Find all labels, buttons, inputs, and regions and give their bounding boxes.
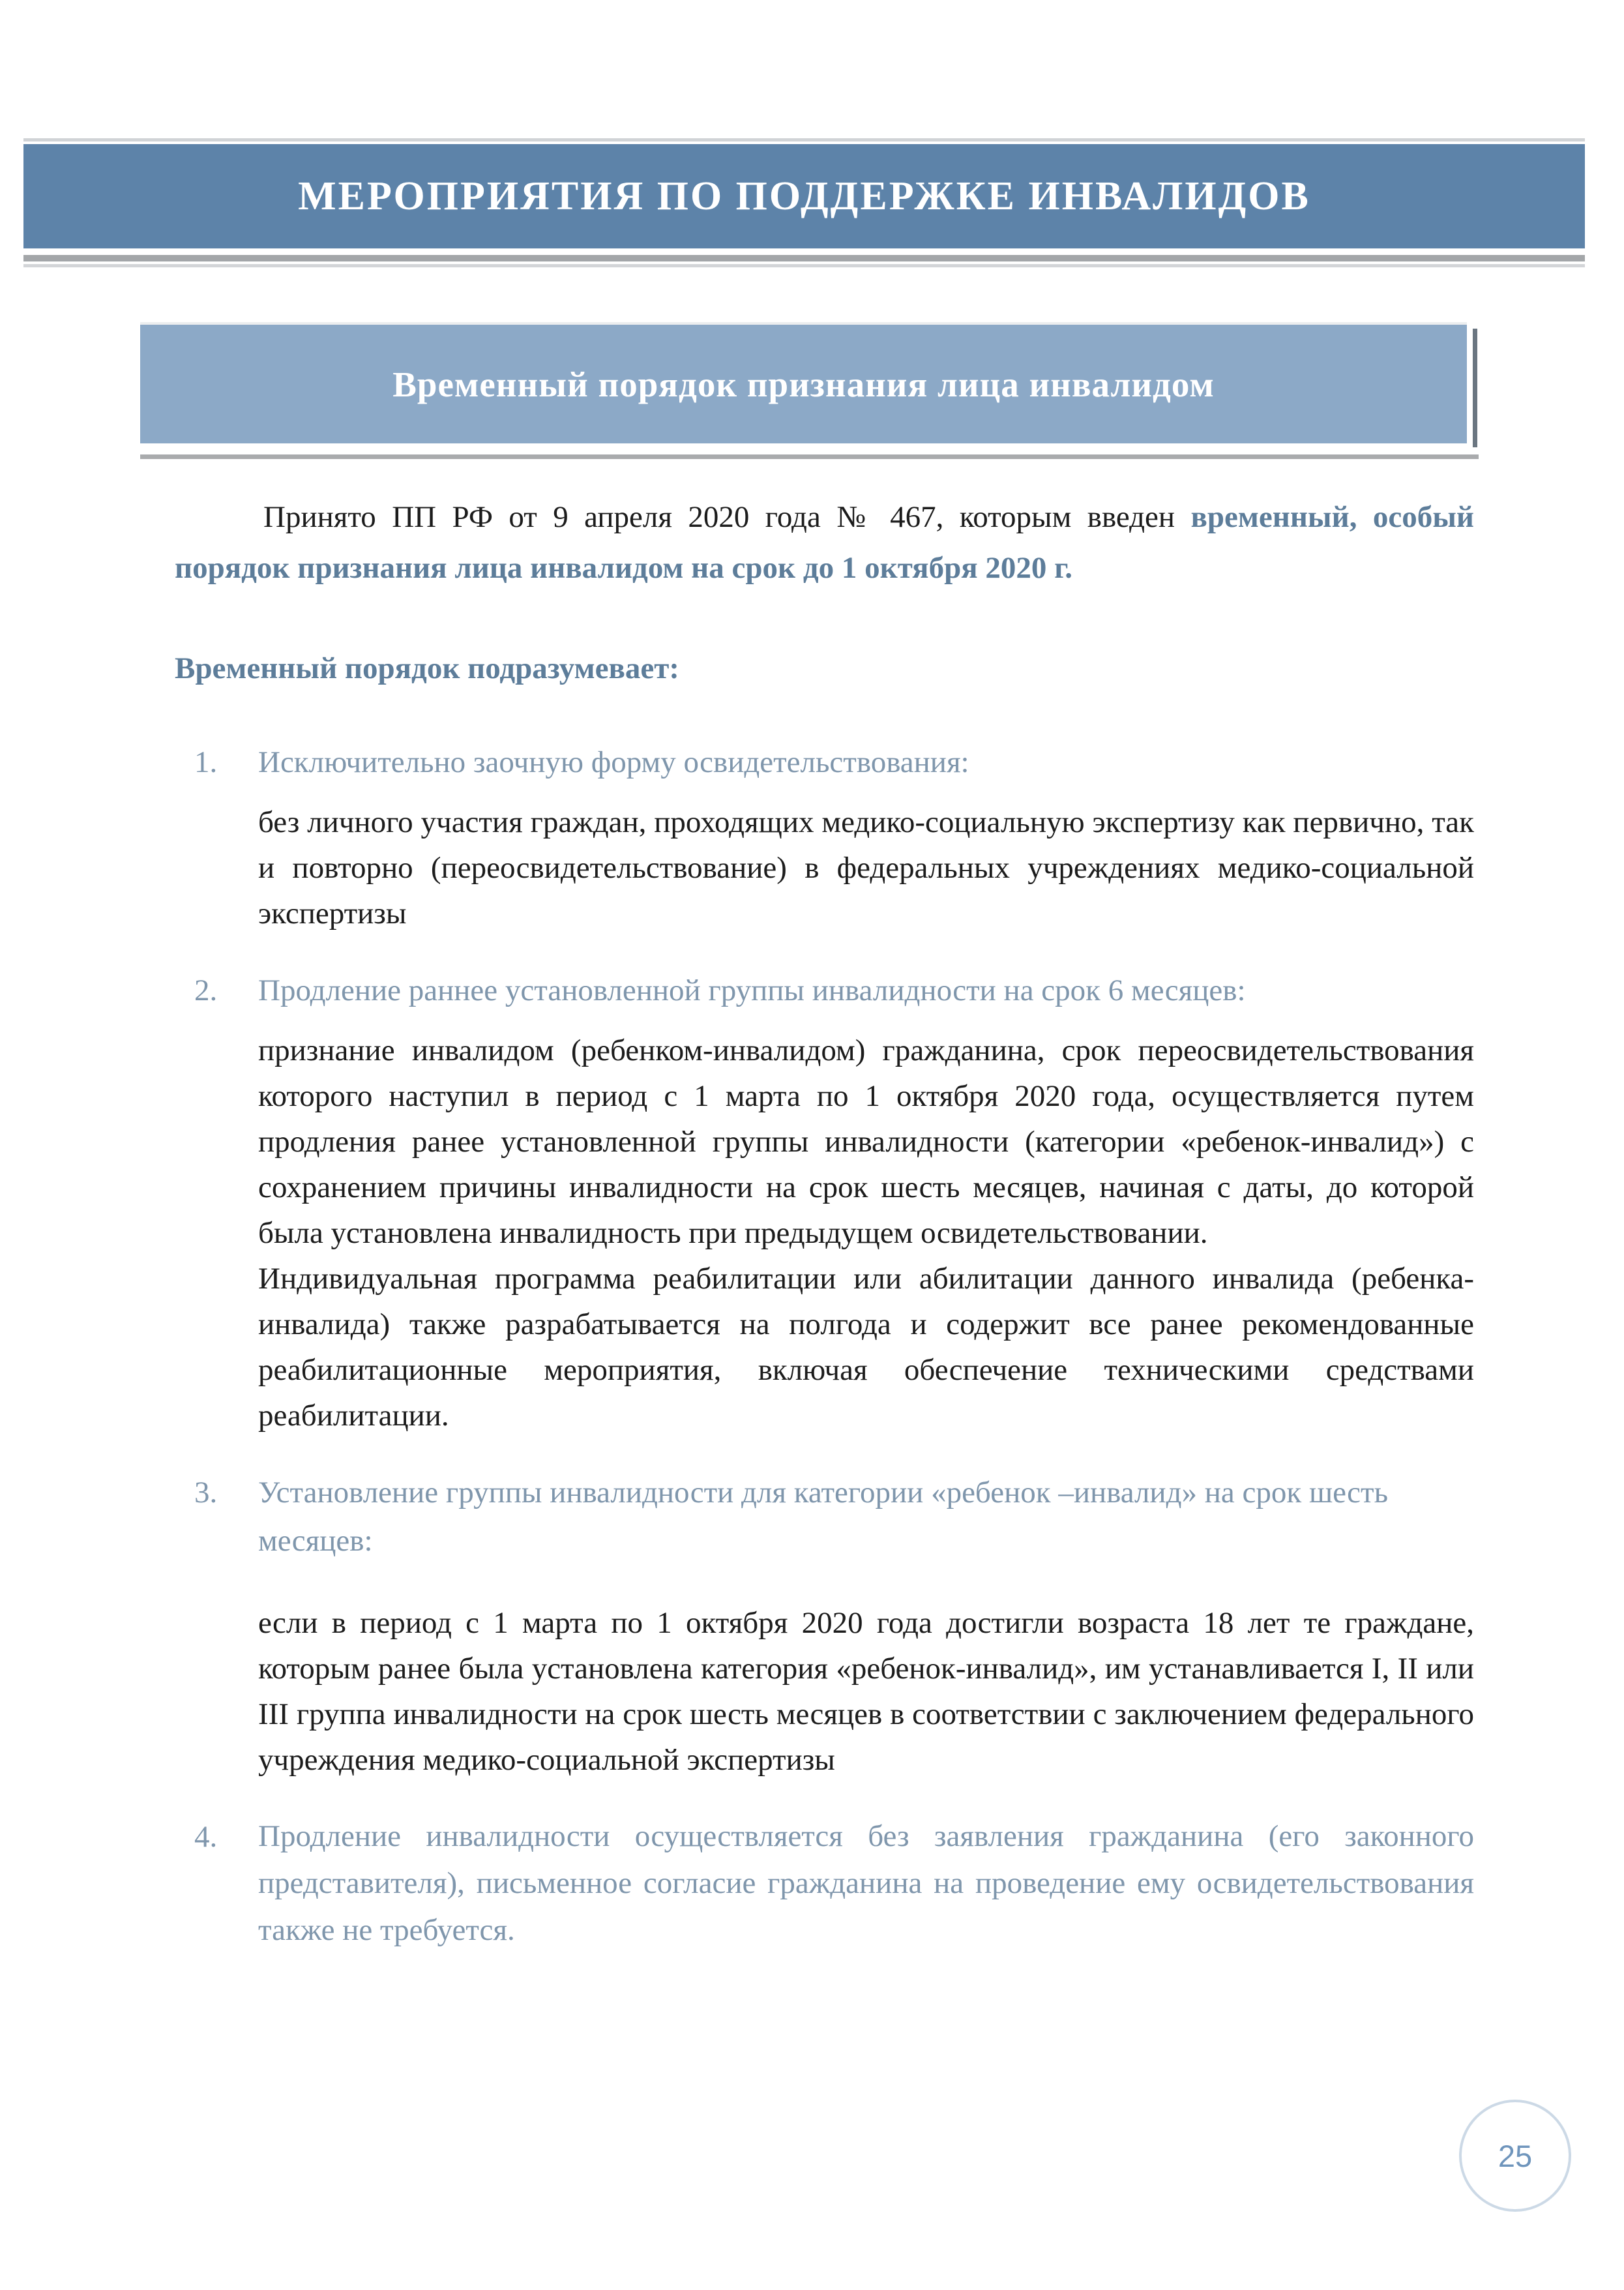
section-heading: Временный порядок подразумевает: [175, 651, 679, 685]
document-body [175, 492, 1474, 1954]
list-item [175, 966, 1474, 1438]
intro-paragraph [175, 492, 1474, 593]
page-subtitle: Временный порядок признания лица инвалидом [392, 364, 1215, 404]
numbered-list [175, 738, 1474, 1954]
list-item-paragraph: без личного участия граждан, проходящих медико-социальную экспертизу как первично, так и повторно (переосвидетельствование) в федеральных учреждениях медико-социальной экспертизы [258, 805, 1474, 930]
separator-rule [23, 255, 1585, 261]
list-item-heading: Исключительно заочную форму освидетельствования: [258, 745, 969, 779]
page-title: МЕРОПРИЯТИЯ ПО ПОДДЕРЖКЕ ИНВАЛИДОВ [298, 173, 1310, 218]
list-item [175, 1468, 1474, 1783]
list-item-paragraph: признание инвалидом (ребенком-инвалидом) гражданина, срок переосвидетельствования которого наступил в период с 1 марта по 1 октября 2020 года, осуществляется путем продления ранее установленной группы инвалидности (категории «ребенок-инвалид») с сохранением причины инвалидности на срок шесть месяцев, начиная с даты, до которой была установлена инвалидность при предыдущем освидетельствовании. [258, 1033, 1474, 1250]
list-item-body [258, 1028, 1474, 1438]
intro-accent-text: временный, особый порядок признания лица инвалидом на срок до 1 октября 2020 г. [175, 500, 1474, 585]
list-item-heading: Продление инвалидности осуществляется без заявления гражданина (его законного представителя), письменное согласие гражданина на проведение ему освидетельствования также не требуется. [258, 1819, 1474, 1947]
title-banner [23, 144, 1585, 248]
list-item-paragraph: если в период с 1 марта по 1 октября 2020 года достигли возраста 18 лет те граждане, которым ранее была установлена категория «ребенок-инвалид», им устанавливается I, II или III группа инвалидности на срок шесть месяцев в соответствии с заключением федерального учреждения медико-социальной экспертизы [258, 1606, 1474, 1777]
list-item-number: 4. [194, 1820, 218, 1854]
list-item-number: 1. [194, 745, 218, 779]
list-item-paragraph: Индивидуальная программа реабилитации или абилитации данного инвалида (ребенка-инвалида) также разрабатывается на полгода и содержит все ранее рекомендованные реабилитационные мероприятия, включая обеспечение техническими средствами реабилитации. [258, 1262, 1474, 1433]
page-number-badge [1459, 2100, 1571, 2212]
intro-lead-text: Принято ПП РФ от 9 апреля 2020 года № 467, которым введен [263, 500, 1175, 534]
page-number: 25 [1498, 2138, 1533, 2173]
separator-rule [23, 138, 1585, 141]
list-item-number: 2. [194, 974, 218, 1007]
list-item [175, 738, 1474, 936]
list-item-number: 3. [194, 1476, 218, 1509]
list-item-body [258, 799, 1474, 936]
separator-rule [23, 264, 1585, 267]
list-item-body [258, 1600, 1474, 1783]
list-item [175, 1813, 1474, 1954]
title-banner-section [23, 0, 1585, 267]
list-item-heading: Продление раннее установленной группы инвалидности на срок 6 месяцев: [258, 974, 1246, 1007]
subtitle-banner [140, 322, 1467, 443]
list-item-heading: Установление группы инвалидности для категории «ребенок –инвалид» на срок шесть месяцев: [258, 1476, 1389, 1558]
